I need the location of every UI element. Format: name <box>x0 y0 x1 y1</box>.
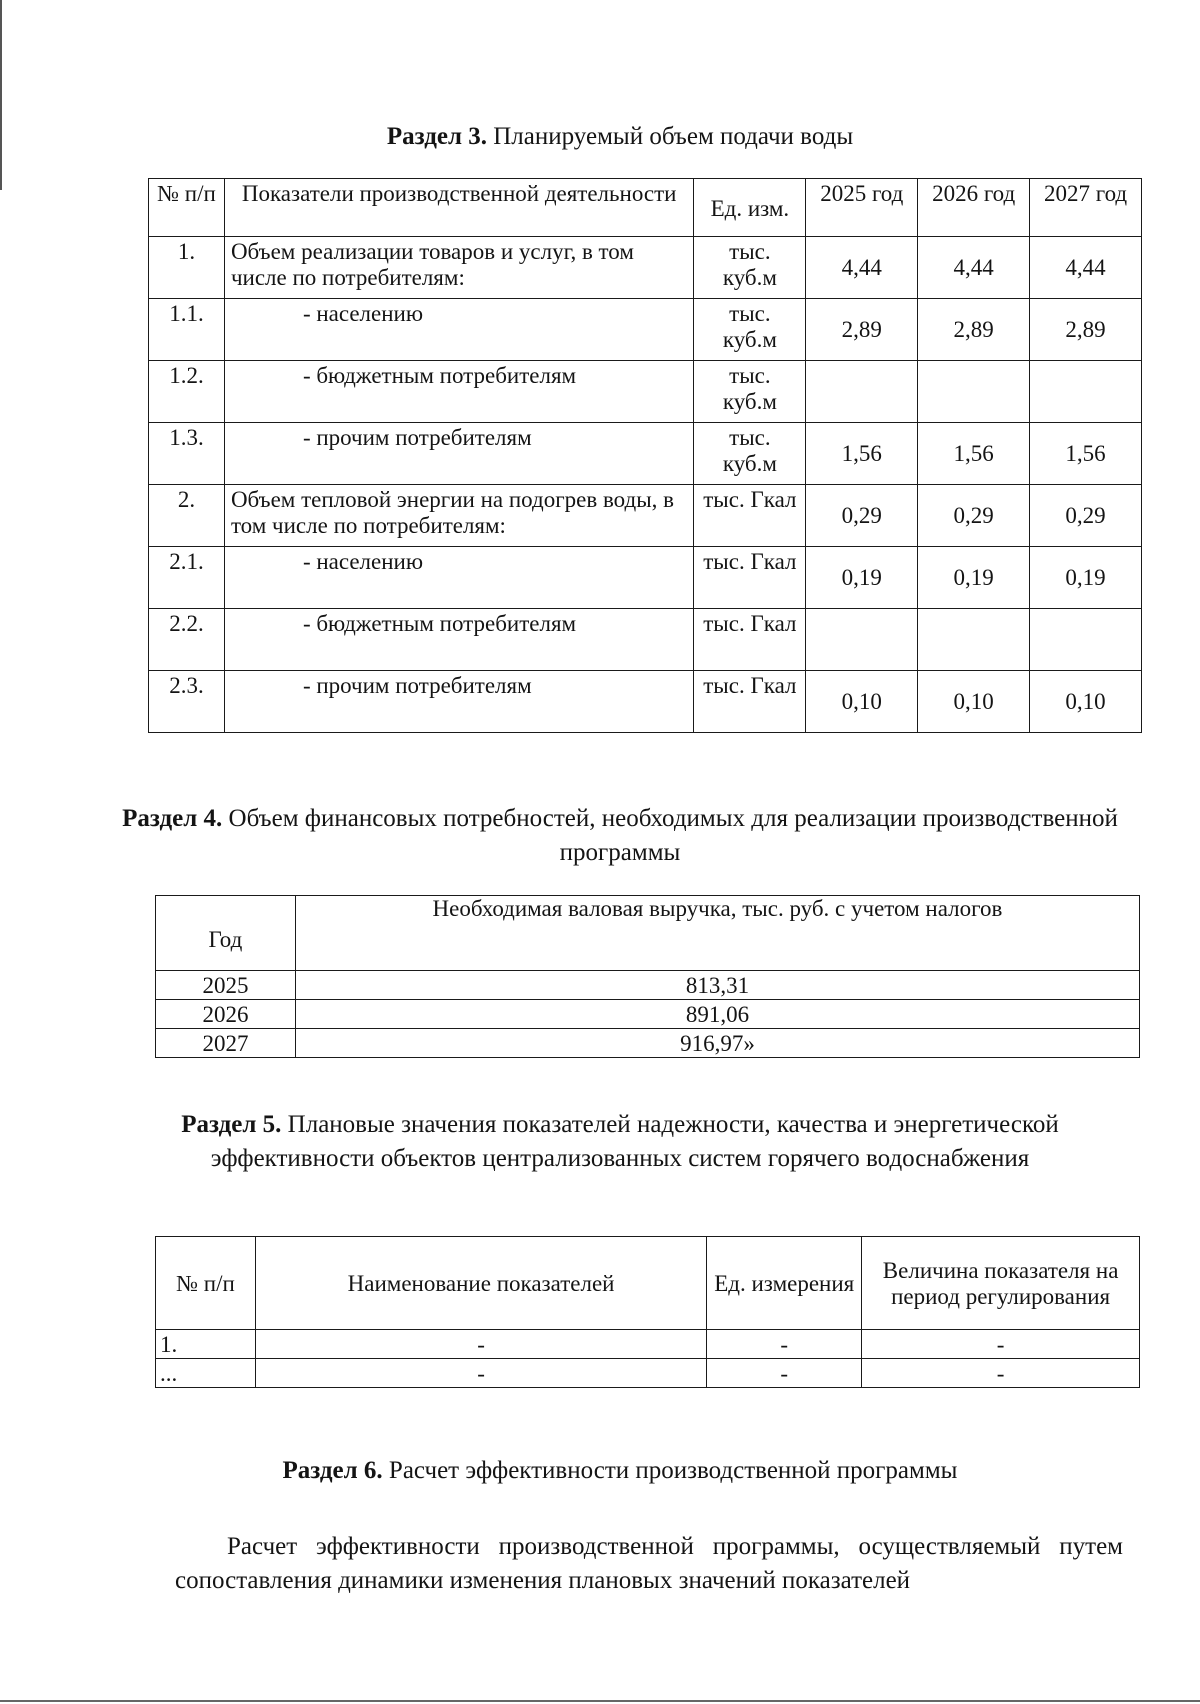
section3-title-bold: Раздел 3. <box>386 123 487 150</box>
row-value-2025: 0,10 <box>806 671 918 733</box>
table-row <box>149 299 1142 361</box>
row-revenue: 916,97» <box>295 1029 1139 1058</box>
row-value: - <box>862 1359 1140 1388</box>
row-unit: тыс. куб.м <box>694 299 806 361</box>
row-value-2025 <box>806 361 918 423</box>
section6-paragraph: Расчет эффективности производственной программы, осуществляемый путем сопоставления динамики изменения плановых значений показателей <box>175 1533 1123 1594</box>
row-value-2027: 0,19 <box>1030 547 1142 609</box>
scan-margin-line <box>0 0 2 190</box>
row-unit: тыс. куб.м <box>694 423 806 485</box>
row-revenue: 891,06 <box>295 1000 1139 1029</box>
row-value: - <box>862 1330 1140 1359</box>
table-row <box>156 1330 1140 1359</box>
table-row <box>149 485 1142 547</box>
row-name: - населению <box>224 299 693 361</box>
header-2025: 2025 год <box>806 179 918 237</box>
header-value: Величина показателя на период регулирования <box>862 1237 1140 1330</box>
row-name: - прочим потребителям <box>224 423 693 485</box>
section6-title <box>120 1454 1120 1488</box>
header-unit: Ед. изм. <box>694 179 806 237</box>
row-value-2025: 2,89 <box>806 299 918 361</box>
row-value-2027: 0,29 <box>1030 485 1142 547</box>
row-revenue: 813,31 <box>295 971 1139 1000</box>
row-value-2026: 1,56 <box>918 423 1030 485</box>
table-row <box>149 609 1142 671</box>
row-value-2025: 0,19 <box>806 547 918 609</box>
row-unit: тыс. Гкал <box>694 547 806 609</box>
section6-title-text: Расчет эффективности производственной программы <box>382 1457 958 1484</box>
table-row <box>156 1029 1140 1058</box>
header-2027: 2027 год <box>1030 179 1142 237</box>
header-name: Наименование показателей <box>255 1237 706 1330</box>
table-row <box>149 547 1142 609</box>
header-2026: 2026 год <box>918 179 1030 237</box>
section5-title-bold: Раздел 5. <box>181 1111 282 1138</box>
row-num: 2. <box>149 485 225 547</box>
row-value-2025: 0,29 <box>806 485 918 547</box>
table-row <box>149 361 1142 423</box>
row-unit: - <box>707 1359 862 1388</box>
row-value-2025: 4,44 <box>806 237 918 299</box>
table-header-row <box>149 179 1142 237</box>
row-value-2026: 2,89 <box>918 299 1030 361</box>
row-name: - населению <box>224 547 693 609</box>
table-row <box>156 971 1140 1000</box>
row-value-2026 <box>918 361 1030 423</box>
water-supply-table <box>148 178 1142 733</box>
row-unit: тыс. Гкал <box>694 671 806 733</box>
row-name: - прочим потребителям <box>224 671 693 733</box>
section5-title-text: Плановые значения показателей надежности, качества и энергетической эффективности объектов централизованных систем горячего водоснабжения <box>210 1111 1059 1172</box>
row-value-2026: 0,19 <box>918 547 1030 609</box>
row-value-2027: 2,89 <box>1030 299 1142 361</box>
row-num: 2.3. <box>149 671 225 733</box>
row-num: 2.2. <box>149 609 225 671</box>
row-unit: тыс. Гкал <box>694 609 806 671</box>
row-value-2026 <box>918 609 1030 671</box>
section3-title <box>120 120 1120 154</box>
section4-title-bold: Раздел 4. <box>122 805 223 832</box>
row-num: 1. <box>149 237 225 299</box>
row-num: 1. <box>156 1330 256 1359</box>
header-num: № п/п <box>156 1237 256 1330</box>
row-unit: тыс. куб.м <box>694 361 806 423</box>
row-value-2027 <box>1030 361 1142 423</box>
row-name: - <box>255 1330 706 1359</box>
row-value-2026: 4,44 <box>918 237 1030 299</box>
row-num: 1.3. <box>149 423 225 485</box>
row-value-2026: 0,10 <box>918 671 1030 733</box>
row-value-2025: 1,56 <box>806 423 918 485</box>
row-unit: тыс. куб.м <box>694 237 806 299</box>
row-value-2027: 0,10 <box>1030 671 1142 733</box>
row-name: - бюджетным потребителям <box>224 361 693 423</box>
header-year: Год <box>156 896 296 971</box>
section6-title-bold: Раздел 6. <box>282 1457 383 1484</box>
header-num: № п/п <box>149 179 225 237</box>
row-num: ... <box>156 1359 256 1388</box>
row-num: 1.2. <box>149 361 225 423</box>
header-revenue: Необходимая валовая выручка, тыс. руб. с учетом налогов <box>295 896 1139 971</box>
row-value-2027: 4,44 <box>1030 237 1142 299</box>
row-year: 2025 <box>156 971 296 1000</box>
row-name: - бюджетным потребителям <box>224 609 693 671</box>
table-row <box>149 671 1142 733</box>
section3-title-text: Планируемый объем подачи воды <box>487 123 854 150</box>
section4-title-text: Объем финансовых потребностей, необходимых для реализации производственной программы <box>222 805 1118 866</box>
row-name: Объем тепловой энергии на подогрев воды, в том числе по потребителям: <box>224 485 693 547</box>
table-row <box>156 1359 1140 1388</box>
section4-title <box>120 802 1120 870</box>
table-header-row <box>156 1237 1140 1330</box>
scan-bottom-edge <box>0 1700 1200 1702</box>
table-row <box>149 237 1142 299</box>
financial-needs-table <box>155 895 1140 1058</box>
row-value-2025 <box>806 609 918 671</box>
table-row <box>149 423 1142 485</box>
reliability-indicators-table <box>155 1236 1140 1388</box>
row-name: Объем реализации товаров и услуг, в том числе по потребителям: <box>224 237 693 299</box>
section5-title <box>120 1108 1120 1176</box>
row-unit: тыс. Гкал <box>694 485 806 547</box>
row-value-2027 <box>1030 609 1142 671</box>
row-num: 2.1. <box>149 547 225 609</box>
row-value-2027: 1,56 <box>1030 423 1142 485</box>
row-year: 2027 <box>156 1029 296 1058</box>
header-unit: Ед. измерения <box>707 1237 862 1330</box>
row-unit: - <box>707 1330 862 1359</box>
row-num: 1.1. <box>149 299 225 361</box>
row-name: - <box>255 1359 706 1388</box>
row-year: 2026 <box>156 1000 296 1029</box>
table-row <box>156 1000 1140 1029</box>
header-indicator: Показатели производственной деятельности <box>224 179 693 237</box>
table-header-row <box>156 896 1140 971</box>
row-value-2026: 0,29 <box>918 485 1030 547</box>
